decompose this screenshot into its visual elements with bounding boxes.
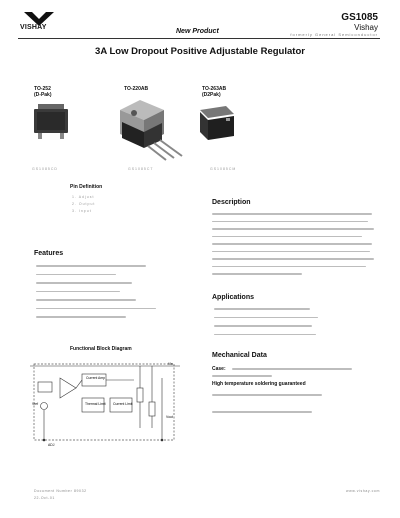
description-heading: Description [212, 199, 251, 206]
logo-text: VISHAY [20, 24, 47, 31]
vin-label: Vin [168, 362, 173, 366]
features-list [36, 265, 166, 318]
package-name: TO-263AB [202, 86, 227, 92]
vout-label: Vout [166, 415, 173, 419]
to220-package-icon [116, 96, 188, 164]
case-label: Case: [212, 366, 226, 372]
brand-subtitle: formerly General Semiconductor [290, 32, 378, 37]
new-product-label: New Product [176, 28, 219, 35]
block-diagram-heading: Functional Block Diagram [70, 346, 132, 352]
d2pak-package-icon [196, 104, 238, 142]
brand-name: Vishay [354, 23, 378, 32]
package-label-to220 [124, 86, 148, 92]
pin-item: 1. Adjust [72, 195, 95, 199]
package-label-to252 [34, 86, 52, 98]
page-title: 3A Low Dropout Positive Adjustable Regulator [95, 46, 305, 57]
package-label-to263 [202, 86, 226, 98]
footer-date: 22-Oct-01 [34, 496, 55, 500]
package-name: TO-252 [34, 86, 51, 92]
current-limit-label: Current Limit [113, 402, 133, 406]
features-heading: Features [34, 250, 64, 257]
applications-list [214, 308, 344, 335]
package-caption: GS1085CM [210, 167, 237, 171]
part-number: GS1085 [341, 12, 378, 23]
applications-heading: Applications [212, 294, 255, 301]
block-diagram [30, 358, 180, 448]
package-name: TO-220AB [124, 86, 149, 92]
package-caption: GS1085CT [128, 167, 154, 171]
adj-label: ADJ [48, 443, 55, 447]
package-sub: (D-Pak) [34, 92, 52, 98]
current-amp-label: Current Amp [86, 376, 106, 380]
pin-item: 3. Input [72, 209, 92, 213]
vref-label: Vref [32, 402, 39, 406]
footer-website: www.vishay.com [345, 489, 380, 493]
footer-doc-number: Document Number 89032 [34, 489, 87, 493]
pin-definition-heading: Pin Definition [70, 184, 103, 190]
package-sub: (D2Pak) [202, 92, 221, 98]
description-body [212, 213, 378, 275]
dpak-package-icon [32, 104, 72, 140]
mechanical-heading: Mechanical Data [212, 352, 267, 359]
header-rule [18, 38, 380, 39]
thermal-limit-label: Thermal Limit [85, 402, 106, 406]
pin-item: 2. Output [72, 202, 96, 206]
package-caption: GS1085CD [32, 167, 58, 171]
solder-label: High temperature soldering guaranteed [212, 381, 306, 387]
